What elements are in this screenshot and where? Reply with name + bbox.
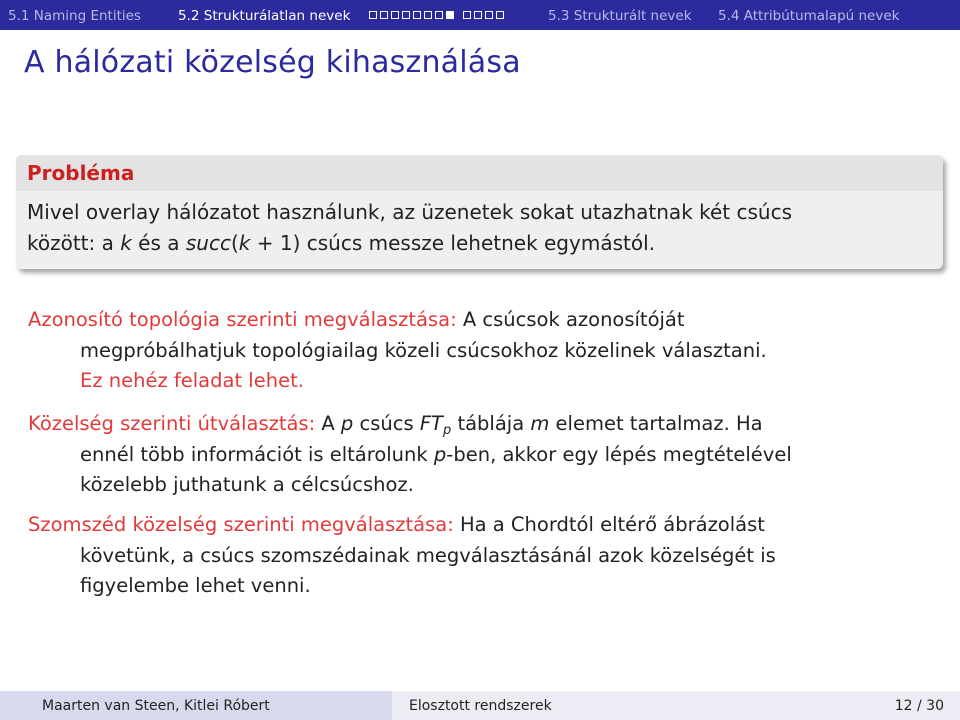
- slide-dot[interactable]: [380, 11, 388, 19]
- description-item-topology-id: [28, 305, 933, 397]
- section-navigation-bar: [0, 0, 960, 30]
- footer-authors: Maarten van Steen, Kitlei Róbert: [42, 698, 270, 714]
- item-text: ennél több információt is eltárolunk: [80, 442, 434, 466]
- item-text: A: [315, 412, 341, 435]
- item-text: -ben, akkor egy lépés megtételével: [446, 442, 792, 466]
- item-text: A csúcsok azonosítóját: [456, 308, 685, 331]
- slide-dot[interactable]: [474, 11, 482, 19]
- slide-title: A hálózati közelség kihasználása: [24, 45, 521, 80]
- item-text: megpróbálhatjuk topológiailag közeli csúcsokhoz közelinek választani.: [80, 338, 767, 362]
- math-func-succ: succ: [185, 231, 231, 255]
- slide-dot[interactable]: [402, 11, 410, 19]
- item-text: figyelembe lehet venni.: [80, 574, 311, 597]
- slide-progress-dots: [369, 11, 504, 19]
- text-run: és a: [131, 231, 186, 255]
- text-run: + 1) csúcs messze lehetnek egymástól.: [250, 231, 655, 255]
- nav-section-5-4[interactable]: 5.4 Attribútumalapú nevek: [718, 8, 900, 24]
- slide-dot-current[interactable]: [446, 11, 454, 19]
- item-alert-text: Ez nehéz feladat lehet.: [80, 369, 304, 392]
- footer-left: [0, 691, 392, 720]
- nav-section-5-3[interactable]: 5.3 Strukturált nevek: [548, 8, 692, 24]
- slide-dot[interactable]: [435, 11, 443, 19]
- item-text: táblája: [451, 412, 531, 435]
- slide-dot[interactable]: [424, 11, 432, 19]
- slide-dot[interactable]: [496, 11, 504, 19]
- footer-page-number: 12 / 30: [894, 698, 944, 714]
- text-run: között: a: [27, 231, 121, 255]
- problem-block: [16, 155, 943, 269]
- nav-section-5-1[interactable]: 5.1 Naming Entities: [8, 8, 141, 24]
- item-text: elemet tartalmaz. Ha: [549, 412, 763, 435]
- slide-footer: [0, 691, 960, 720]
- problem-block-body: [16, 191, 943, 269]
- math-var-p: p: [433, 442, 447, 466]
- math-var-p: p: [340, 412, 354, 435]
- footer-right: [392, 691, 960, 720]
- text-run: (: [230, 231, 239, 255]
- footer-course-title: Elosztott rendszerek: [409, 698, 552, 714]
- item-text: követünk, a csúcs szomszédainak megválasztásánál azok közelségét is: [80, 543, 776, 567]
- description-item-proximity-routing: [28, 409, 933, 501]
- slide-dot[interactable]: [369, 11, 377, 19]
- item-term: Szomszéd közelség szerinti megválasztása:: [28, 513, 454, 536]
- item-term: Azonosító topológia szerinti megválasztása:: [28, 308, 457, 331]
- math-subscript-p: p: [442, 423, 452, 438]
- math-ft: FT: [419, 412, 443, 435]
- problem-text-line: Mivel overlay hálózatot használunk, az üzenetek sokat utazhatnak két csúcs: [27, 200, 793, 224]
- slide-dot[interactable]: [463, 11, 471, 19]
- slide-dot[interactable]: [485, 11, 493, 19]
- math-var-k: k: [238, 231, 251, 255]
- item-term: Közelség szerinti útválasztás:: [28, 412, 316, 435]
- math-var-k: k: [120, 231, 132, 255]
- item-text: Ha a Chordtól eltérő ábrázolást: [453, 513, 765, 536]
- slide-dot[interactable]: [391, 11, 399, 19]
- item-text: csúcs: [353, 412, 420, 435]
- math-var-m: m: [530, 412, 550, 435]
- item-text: közelebb juthatunk a célcsúcshoz.: [80, 473, 414, 496]
- description-item-neighbor-proximity: [28, 510, 933, 602]
- nav-section-5-2[interactable]: 5.2 Strukturálatlan nevek: [178, 8, 351, 24]
- slide-dot[interactable]: [413, 11, 421, 19]
- problem-block-heading: Probléma: [16, 155, 943, 191]
- problem-text-line: [27, 228, 943, 259]
